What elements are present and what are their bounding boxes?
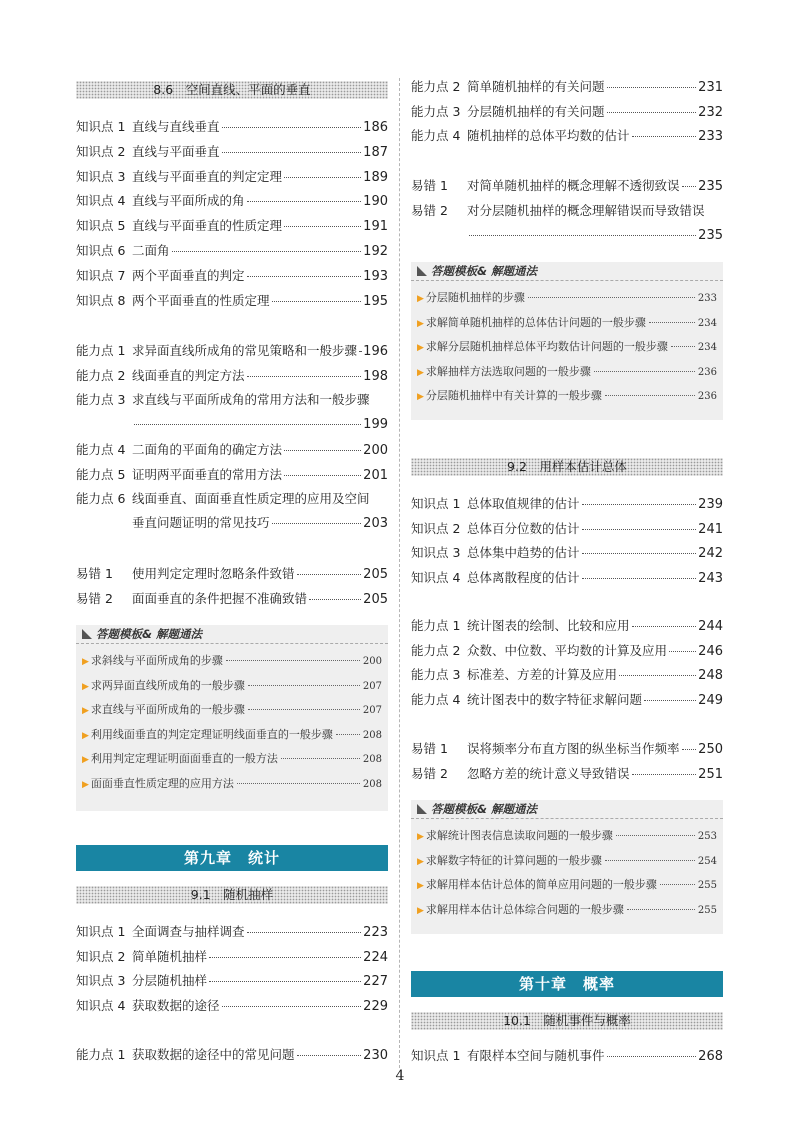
arrow-right-icon: ▶ xyxy=(417,367,424,378)
dot-leader xyxy=(284,165,361,178)
entry-title: 对分层随机抽样的概念理解错误而导致错误 xyxy=(467,203,705,218)
toc-entry[interactable] xyxy=(411,666,723,684)
entry-label: 知识点 1 xyxy=(76,119,126,134)
entry-label: 知识点 1 xyxy=(76,924,126,939)
entry-title: 获取数据的途径 xyxy=(132,997,220,1013)
entry-label: 能力点 1 xyxy=(76,1047,126,1062)
template-entry[interactable] xyxy=(417,828,717,844)
dot-leader xyxy=(616,825,695,836)
header-rule xyxy=(76,643,388,644)
template-entry-page: 254 xyxy=(697,855,717,867)
dot-leader xyxy=(248,675,360,686)
entry-page: 250 xyxy=(698,742,723,757)
entry-title: 误将频率分布直方图的纵坐标当作频率 xyxy=(467,741,680,756)
entry-title: 全面调查与抽样调查 xyxy=(132,924,245,939)
dot-leader xyxy=(134,412,361,425)
dot-leader xyxy=(582,492,697,505)
entry-title: 直线与平面所成的角 xyxy=(132,193,245,209)
entry-title: 简单随机抽样 xyxy=(132,948,208,964)
dot-leader xyxy=(660,874,695,885)
dot-leader xyxy=(297,562,362,575)
template-entry-page: 208 xyxy=(362,778,382,790)
entry-page: 224 xyxy=(363,949,388,965)
entry-title: 直线与平面垂直的判定定理 xyxy=(132,168,283,184)
column-divider xyxy=(399,78,400,1068)
dot-leader xyxy=(607,1044,697,1057)
entry-title: 求异面直线所成角的常见策略和一般步骤 xyxy=(132,343,358,358)
dot-leader xyxy=(272,289,362,302)
dot-leader xyxy=(336,724,360,735)
entry-label: 能力点 3 xyxy=(411,667,461,682)
entry-page: 235 xyxy=(698,179,723,194)
entry-page: 230 xyxy=(363,1048,388,1063)
entry-page: 201 xyxy=(363,467,388,483)
entry-title: 线面垂直的判定方法 xyxy=(132,367,245,383)
entry-label: 易错 1 xyxy=(76,566,113,581)
template-entry-title: 求解抽样方法选取问题的一般步骤 xyxy=(425,364,591,378)
arrow-right-icon: ▶ xyxy=(82,730,89,741)
toc-entry[interactable] xyxy=(76,441,388,459)
corner-triangle-icon xyxy=(417,804,427,814)
dot-leader xyxy=(582,566,697,579)
entry-page: 239 xyxy=(698,497,723,512)
entry-title: 直线与直线垂直 xyxy=(132,119,220,134)
entry-page: 186 xyxy=(363,120,388,135)
template-entry[interactable] xyxy=(82,776,382,792)
entry-label: 易错 2 xyxy=(76,590,113,606)
template-entry[interactable] xyxy=(82,678,382,694)
entry-page: 199 xyxy=(363,417,388,432)
dot-leader xyxy=(582,541,697,554)
template-entry[interactable] xyxy=(417,877,717,893)
entry-label: 知识点 3 xyxy=(76,973,126,988)
template-entry[interactable] xyxy=(417,853,717,869)
entry-title: 获取数据的途径中的常见问题 xyxy=(132,1047,295,1062)
toc-entry[interactable] xyxy=(411,642,723,660)
entry-label: 能力点 1 xyxy=(411,618,461,633)
dot-leader xyxy=(247,189,362,202)
entry-page: 243 xyxy=(698,570,723,586)
arrow-right-icon: ▶ xyxy=(417,392,424,402)
dot-leader xyxy=(649,312,695,323)
dot-leader xyxy=(172,239,362,252)
entry-label: 能力点 3 xyxy=(411,103,461,119)
template-entry-page: 234 xyxy=(697,342,717,353)
entry-label: 易错 2 xyxy=(411,203,448,218)
toc-entry[interactable] xyxy=(76,342,388,360)
entry-title: 总体百分位数的估计 xyxy=(467,520,580,536)
entry-label: 能力点 1 xyxy=(76,343,126,358)
template-entry-page: 255 xyxy=(697,880,717,891)
dot-leader xyxy=(682,174,697,187)
entry-title: 随机抽样的总体平均数的估计 xyxy=(467,128,630,143)
toc-entry[interactable] xyxy=(76,217,388,235)
template-entry[interactable] xyxy=(82,653,382,669)
arrow-right-icon: ▶ xyxy=(82,779,89,790)
toc-entry[interactable] xyxy=(76,466,388,484)
entry-title: 统计图表的绘制、比较和应用 xyxy=(467,618,630,633)
entry-title: 线面垂直、面面垂直性质定理的应用及空间 xyxy=(132,491,370,506)
toc-entry[interactable] xyxy=(76,972,388,990)
entry-page: 196 xyxy=(363,344,388,359)
dot-leader xyxy=(619,663,696,676)
entry-page: 229 xyxy=(363,998,388,1014)
template-entry-title: 求解数字特征的计算问题的一般步骤 xyxy=(425,853,602,867)
entry-page: 192 xyxy=(363,244,388,259)
entry-label: 能力点 2 xyxy=(76,367,126,383)
dot-leader xyxy=(682,737,697,750)
entry-title: 求直线与平面所成角的常用方法和一般步骤 xyxy=(132,392,370,407)
arrow-right-icon: ▶ xyxy=(82,755,89,765)
toc-entry[interactable] xyxy=(411,520,723,538)
corner-triangle-icon xyxy=(417,266,427,276)
page-number: 4 xyxy=(395,1068,405,1084)
entry-label: 知识点 3 xyxy=(76,168,126,184)
dot-leader xyxy=(222,140,362,153)
entry-page: 193 xyxy=(363,268,388,284)
dot-leader xyxy=(671,336,695,347)
dot-leader xyxy=(632,762,697,775)
arrow-right-icon: ▶ xyxy=(417,856,424,867)
template-entry[interactable] xyxy=(417,364,717,380)
dot-leader xyxy=(226,650,360,661)
header-rule xyxy=(411,280,723,281)
arrow-right-icon: ▶ xyxy=(417,318,424,329)
entry-label: 能力点 4 xyxy=(411,691,461,707)
template-header xyxy=(411,262,723,280)
entry-title: 统计图表中的数字特征求解问题 xyxy=(467,691,643,707)
template-entry-title: 求斜线与平面所成角的步骤 xyxy=(90,654,223,667)
template-entry-page: 208 xyxy=(362,754,382,765)
dot-leader xyxy=(644,688,696,701)
template-entry-page: 255 xyxy=(697,904,717,916)
entry-page: 198 xyxy=(363,368,388,384)
toc-entry[interactable] xyxy=(411,740,723,758)
entry-label: 知识点 2 xyxy=(76,948,126,964)
toc-entry[interactable] xyxy=(411,78,723,96)
template-entry-title: 求解用样本估计总体的简单应用问题的一般步骤 xyxy=(425,878,657,891)
entry-title: 忽略方差的统计意义导致错误 xyxy=(467,765,630,781)
template-entry[interactable] xyxy=(82,702,382,718)
entry-page: 190 xyxy=(363,194,388,210)
dot-leader xyxy=(237,773,360,784)
entry-label: 能力点 3 xyxy=(76,392,126,407)
entry-page: 189 xyxy=(363,169,388,185)
entry-title: 总体离散程度的估计 xyxy=(467,569,580,585)
entry-label: 知识点 6 xyxy=(76,243,126,258)
section-header-10-1: 10.1 随机事件与概率 xyxy=(411,1012,723,1030)
dot-leader xyxy=(627,899,695,910)
template-entry-page: 207 xyxy=(362,680,382,692)
entry-page: 232 xyxy=(698,104,723,120)
dot-leader xyxy=(605,850,695,861)
toc-entry[interactable] xyxy=(411,495,723,513)
toc-entry[interactable] xyxy=(411,544,723,562)
entry-second-line xyxy=(132,415,388,433)
template-entry-page: 233 xyxy=(697,293,717,304)
dot-leader xyxy=(247,364,362,377)
chapter-header-9: 第九章 统计 xyxy=(76,845,388,871)
entry-title: 直线与平面垂直的性质定理 xyxy=(132,218,283,234)
entry-page: 200 xyxy=(363,443,388,458)
entry-page: 223 xyxy=(363,925,388,940)
toc-entry[interactable] xyxy=(76,367,388,385)
entry-title: 有限样本空间与随机事件 xyxy=(467,1048,605,1063)
dot-leader xyxy=(222,994,362,1007)
toc-entry[interactable] xyxy=(76,168,388,186)
toc-entry[interactable] xyxy=(411,1047,723,1065)
template-entry[interactable] xyxy=(417,388,717,404)
template-entry-page: 207 xyxy=(362,705,382,716)
template-entry[interactable] xyxy=(417,315,717,331)
entry-page: 191 xyxy=(363,219,388,235)
toc-entry[interactable] xyxy=(76,143,388,161)
template-entry-title: 求解简单随机抽样的总体估计问题的一般步骤 xyxy=(425,315,646,329)
entry-title: 证明两平面垂直的常用方法 xyxy=(132,466,283,482)
entry-page: 227 xyxy=(363,974,388,989)
entry-page: 244 xyxy=(698,619,723,634)
entry-title: 众数、中位数、平均数的计算及应用 xyxy=(467,642,668,658)
entry-title: 简单随机抽样的有关问题 xyxy=(467,79,605,94)
entry-title: 总体取值规律的估计 xyxy=(467,496,580,511)
template-entry[interactable] xyxy=(417,339,717,355)
entry-title: 二面角的平面角的确定方法 xyxy=(132,442,283,457)
toc-entry[interactable] xyxy=(76,590,388,608)
template-title: 答题模板& 解题通法 xyxy=(431,802,538,816)
dot-leader xyxy=(607,100,697,113)
arrow-right-icon: ▶ xyxy=(417,294,424,304)
toc-entry[interactable] xyxy=(411,127,723,145)
template-entry-page: 234 xyxy=(697,317,717,329)
template-entry-title: 分层随机抽样的步骤 xyxy=(425,291,525,304)
entry-title: 两个平面垂直的判定 xyxy=(132,267,245,283)
dot-leader xyxy=(605,385,695,396)
entry-label: 知识点 2 xyxy=(76,143,126,159)
entry-label: 知识点 1 xyxy=(411,1048,461,1063)
template-entry-title: 求两异面直线所成角的一般步骤 xyxy=(90,678,245,692)
dot-leader xyxy=(469,223,696,236)
toc-entry-wrapped[interactable] xyxy=(76,391,388,435)
template-entry-title: 面面垂直性质定理的应用方法 xyxy=(90,776,234,790)
header-rule xyxy=(411,818,723,819)
entry-label: 能力点 4 xyxy=(411,128,461,143)
dot-leader xyxy=(669,639,696,652)
toc-entry[interactable] xyxy=(76,118,388,136)
arrow-right-icon: ▶ xyxy=(417,343,424,353)
entry-page: 235 xyxy=(698,228,723,243)
template-entry-title: 利用判定定理证明面面垂直的一般方法 xyxy=(90,752,278,765)
entry-title: 分层随机抽样 xyxy=(132,973,208,988)
entry-label: 知识点 2 xyxy=(411,520,461,536)
template-entry-page: 236 xyxy=(697,391,717,402)
dot-leader xyxy=(359,339,361,352)
entry-label: 知识点 3 xyxy=(411,545,461,560)
toc-entry[interactable] xyxy=(76,1046,388,1064)
entry-page: 203 xyxy=(363,516,388,531)
answer-template-box xyxy=(411,262,723,420)
answer-template-box xyxy=(411,800,723,934)
entry-label: 知识点 7 xyxy=(76,267,126,283)
toc-entry-wrapped[interactable] xyxy=(76,490,388,534)
toc-entry[interactable] xyxy=(411,569,723,587)
entry-page: 246 xyxy=(698,643,723,659)
template-entry-title: 利用线面垂直的判定定理证明线面垂直的一般步骤 xyxy=(90,727,333,741)
entry-page: 241 xyxy=(698,521,723,537)
template-entry-title: 求解分层随机抽样总体平均数估计问题的一般步骤 xyxy=(425,340,668,353)
entry-label: 能力点 6 xyxy=(76,491,126,506)
entry-title: 分层随机抽样的有关问题 xyxy=(467,103,605,119)
template-entry[interactable] xyxy=(82,727,382,743)
toc-entry[interactable] xyxy=(76,997,388,1015)
dot-leader xyxy=(528,287,695,298)
chapter-header-10: 第十章 概率 xyxy=(411,971,723,997)
toc-entry[interactable] xyxy=(411,177,723,195)
template-entry-title: 求解用样本估计总体综合问题的一般步骤 xyxy=(425,902,624,916)
entry-title: 使用判定定理时忽略条件致错 xyxy=(132,566,295,581)
entry-page: 249 xyxy=(698,692,723,708)
toc-entry[interactable] xyxy=(76,192,388,210)
toc-entry[interactable] xyxy=(411,765,723,783)
entry-page: 242 xyxy=(698,546,723,561)
entry-title: 二面角 xyxy=(132,243,170,258)
entry-page: 195 xyxy=(363,293,388,309)
arrow-right-icon: ▶ xyxy=(82,657,89,667)
entry-label: 知识点 4 xyxy=(411,569,461,585)
toc-entry[interactable] xyxy=(76,242,388,260)
dot-leader xyxy=(632,614,697,627)
entry-label: 知识点 8 xyxy=(76,292,126,308)
toc-entry[interactable] xyxy=(411,691,723,709)
entry-label: 能力点 4 xyxy=(76,442,126,457)
entry-page: 233 xyxy=(698,129,723,144)
template-entry-page: 208 xyxy=(362,729,382,741)
template-entry-page: 236 xyxy=(697,366,717,378)
toc-entry[interactable] xyxy=(76,565,388,583)
dot-leader xyxy=(247,920,362,933)
template-header xyxy=(76,625,388,643)
entry-label: 知识点 5 xyxy=(76,218,126,234)
template-entry[interactable] xyxy=(417,290,717,306)
entry-label: 知识点 4 xyxy=(76,193,126,209)
corner-triangle-icon xyxy=(82,629,92,639)
arrow-right-icon: ▶ xyxy=(417,832,424,842)
entry-title-cont: 垂直问题证明的常见技巧 xyxy=(132,515,270,530)
dot-leader xyxy=(582,517,697,530)
template-entry-title: 求直线与平面所成角的一般步骤 xyxy=(90,703,245,716)
entry-title: 对简单随机抽样的概念理解不透彻致误 xyxy=(467,178,680,193)
entry-label: 能力点 2 xyxy=(411,79,461,94)
entry-page: 268 xyxy=(698,1049,723,1064)
section-header-9-2: 9.2 用样本估计总体 xyxy=(411,458,723,476)
dot-leader xyxy=(284,214,361,227)
entry-label: 易错 1 xyxy=(411,178,448,193)
dot-leader xyxy=(209,969,361,982)
dot-leader xyxy=(607,75,697,88)
dot-leader xyxy=(594,361,695,372)
entry-title: 面面垂直的条件把握不准确致错 xyxy=(132,590,308,606)
dot-leader xyxy=(247,264,362,277)
toc-entry[interactable] xyxy=(76,923,388,941)
entry-title: 直线与平面垂直 xyxy=(132,143,220,159)
template-entry[interactable] xyxy=(82,751,382,767)
dot-leader xyxy=(281,748,360,759)
entry-second-line xyxy=(132,514,388,532)
entry-page: 187 xyxy=(363,144,388,160)
toc-entry[interactable] xyxy=(76,267,388,285)
toc-entry-wrapped[interactable] xyxy=(411,202,723,246)
template-entry-page: 200 xyxy=(362,656,382,667)
template-title: 答题模板& 解题通法 xyxy=(96,627,203,641)
toc-entry[interactable] xyxy=(411,617,723,635)
entry-title: 标准差、方差的计算及应用 xyxy=(467,667,618,682)
template-entry[interactable] xyxy=(417,902,717,918)
entry-title: 总体集中趋势的估计 xyxy=(467,545,580,560)
entry-second-line xyxy=(467,226,723,244)
entry-label: 能力点 2 xyxy=(411,642,461,658)
entry-page: 231 xyxy=(698,80,723,95)
toc-entry[interactable] xyxy=(76,292,388,310)
section-header-8-6: 8.6 空间直线、平面的垂直 xyxy=(76,81,388,99)
answer-template-box xyxy=(76,625,388,811)
dot-leader xyxy=(248,699,360,710)
arrow-right-icon: ▶ xyxy=(82,681,89,692)
entry-label: 易错 1 xyxy=(411,741,448,756)
dot-leader xyxy=(272,511,362,524)
arrow-right-icon: ▶ xyxy=(417,905,424,916)
template-entry-page: 253 xyxy=(697,831,717,842)
entry-page: 248 xyxy=(698,668,723,683)
dot-leader xyxy=(284,438,361,451)
template-entry-title: 分层随机抽样中有关计算的一般步骤 xyxy=(425,389,602,402)
dot-leader xyxy=(284,463,361,476)
template-title: 答题模板& 解题通法 xyxy=(431,264,538,278)
section-header-9-1: 9.1 随机抽样 xyxy=(76,886,388,904)
dot-leader xyxy=(209,945,361,958)
entry-title: 两个平面垂直的性质定理 xyxy=(132,292,270,308)
template-header xyxy=(411,800,723,818)
entry-page: 251 xyxy=(698,766,723,782)
toc-entry[interactable] xyxy=(411,103,723,121)
entry-label: 能力点 5 xyxy=(76,466,126,482)
dot-leader xyxy=(222,115,362,128)
dot-leader xyxy=(309,587,361,600)
entry-page: 205 xyxy=(363,567,388,582)
toc-entry[interactable] xyxy=(76,948,388,966)
arrow-right-icon: ▶ xyxy=(417,881,424,891)
arrow-right-icon: ▶ xyxy=(82,706,89,716)
dot-leader xyxy=(297,1043,362,1056)
entry-label: 知识点 1 xyxy=(411,496,461,511)
dot-leader xyxy=(632,124,697,137)
entry-label: 知识点 4 xyxy=(76,997,126,1013)
entry-page: 205 xyxy=(363,591,388,607)
template-entry-title: 求解统计图表信息读取问题的一般步骤 xyxy=(425,829,613,842)
entry-label: 易错 2 xyxy=(411,765,448,781)
